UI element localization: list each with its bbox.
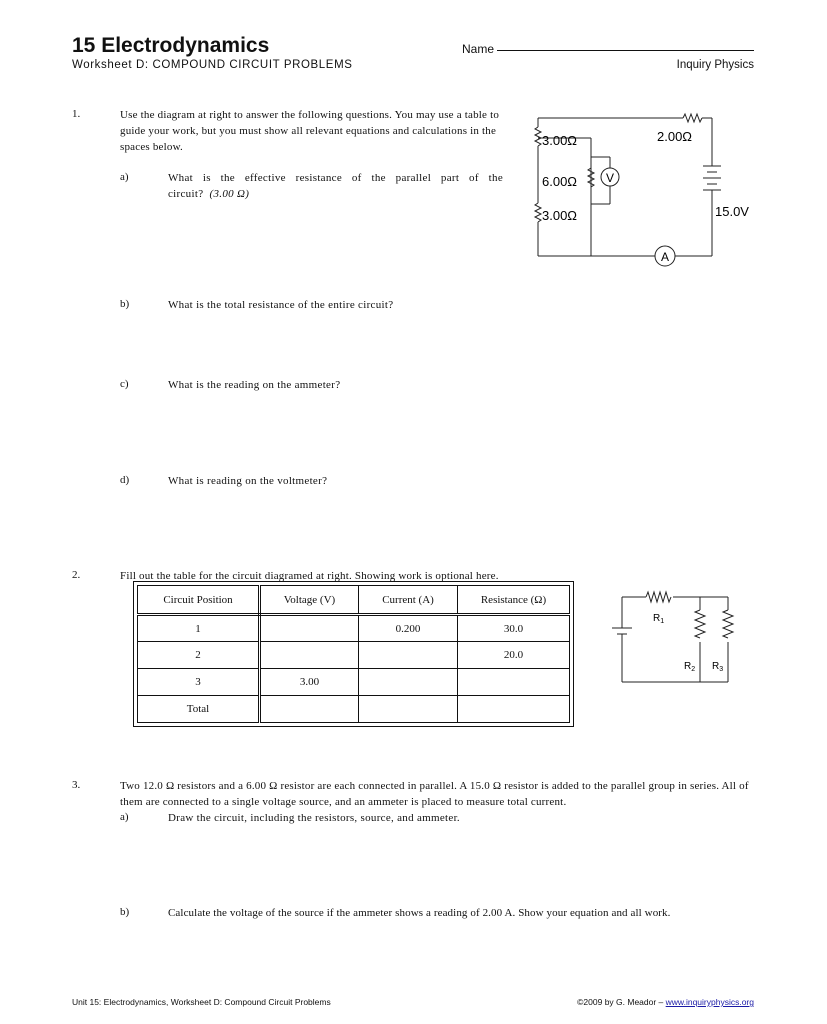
voltmeter-icon: V xyxy=(605,171,615,185)
resistor-r1-symbol xyxy=(646,592,671,602)
resistor-r1-label: $R_1$ xyxy=(653,613,665,625)
question-1c-text: What is the reading on the ammeter? xyxy=(168,379,341,391)
table-cell: Total xyxy=(138,696,260,723)
table-row xyxy=(138,696,570,723)
resistor-middle-label: 6.00Ω xyxy=(542,174,578,189)
question-1a-prompt: What is the effective resistance of the parallel part of the circuit? xyxy=(168,172,503,200)
voltage-source-label: 15.0V xyxy=(715,204,749,219)
circuit-table-frame xyxy=(133,581,574,727)
footer-right xyxy=(577,997,754,1007)
table-cell[interactable] xyxy=(458,696,570,723)
resistor-top-left-label: 3.00Ω xyxy=(542,133,578,148)
question-3b-label: b) xyxy=(120,906,130,918)
question-3-number: 3. xyxy=(72,779,81,791)
name-input-line[interactable] xyxy=(497,50,754,51)
resistor-bottom-left-symbol xyxy=(535,203,541,222)
circuit-table xyxy=(137,585,570,723)
resistor-r2-label: $R_2$ xyxy=(684,661,696,673)
table-row xyxy=(138,642,570,669)
table-row xyxy=(138,615,570,642)
table-cell: 2 xyxy=(138,642,260,669)
table-header: Circuit Position xyxy=(138,586,260,615)
table-cell[interactable] xyxy=(359,642,458,669)
table-cell: 3 xyxy=(138,669,260,696)
resistor-bottom-left-label: 3.00Ω xyxy=(542,208,578,223)
table-cell[interactable] xyxy=(359,696,458,723)
question-1c-label: c) xyxy=(120,378,129,390)
question-1-text: Use the diagram at right to answer the following questions. You may use a table to guide your work, but you must show all relevant equations and calculations in the spaces below. xyxy=(120,109,500,153)
table-row xyxy=(138,669,570,696)
copyright-text: ©2009 by G. Meador – xyxy=(577,997,666,1007)
table-cell: 0.200 xyxy=(359,615,458,642)
question-1d-text: What is reading on the voltmeter? xyxy=(168,475,328,487)
question-2-number: 2. xyxy=(72,569,81,581)
table-cell[interactable] xyxy=(260,696,359,723)
question-1b-text: What is the total resistance of the entire circuit? xyxy=(168,299,394,311)
question-1a-text xyxy=(168,170,503,202)
footer-left: Unit 15: Electrodynamics, Worksheet D: Compound Circuit Problems xyxy=(72,997,331,1007)
question-1d-label: d) xyxy=(120,474,130,486)
resistor-r3-symbol xyxy=(723,610,733,638)
circuit-diagram-1 xyxy=(525,108,760,270)
name-label: Name xyxy=(462,42,495,56)
worksheet-subtitle: Worksheet D: COMPOUND CIRCUIT PROBLEMS xyxy=(72,59,353,71)
table-header: Resistance (Ω) xyxy=(458,586,570,615)
page-title: 15 Electrodynamics xyxy=(72,34,270,57)
table-cell: 3.00 xyxy=(260,669,359,696)
resistor-r2-symbol xyxy=(695,610,705,638)
question-1-number: 1. xyxy=(72,108,81,120)
website-link[interactable]: www.inquiryphysics.org xyxy=(665,997,754,1007)
ammeter-icon: A xyxy=(660,250,670,264)
question-1a-label: a) xyxy=(120,171,129,183)
table-header-row xyxy=(138,586,570,615)
table-header: Current (A) xyxy=(359,586,458,615)
table-cell[interactable] xyxy=(260,615,359,642)
question-1a-hint: (3.00 Ω) xyxy=(209,188,250,200)
question-1b-label: b) xyxy=(120,298,130,310)
table-cell[interactable] xyxy=(458,669,570,696)
table-cell: 20.0 xyxy=(458,642,570,669)
table-header: Voltage (V) xyxy=(260,586,359,615)
table-cell[interactable] xyxy=(260,642,359,669)
table-cell: 30.0 xyxy=(458,615,570,642)
resistor-r3-label: $R_3$ xyxy=(712,661,724,673)
question-3-text: Two 12.0 Ω resistors and a 6.00 Ω resistor are each connected in parallel. A 15.0 Ω resistor is added to the parallel group in series. All of them are connected to a single voltage source, and an ammeter is placed to measure total current. xyxy=(120,780,749,808)
course-name: Inquiry Physics xyxy=(676,59,754,71)
circuit-diagram-2 xyxy=(608,580,748,690)
table-cell: 1 xyxy=(138,615,260,642)
question-3b-text: Calculate the voltage of the source if the ammeter shows a reading of 2.00 A. Show your equation and all work. xyxy=(168,907,671,919)
question-3a-label: a) xyxy=(120,811,129,823)
resistor-top-left-symbol xyxy=(535,127,541,146)
resistor-series-symbol xyxy=(683,114,702,122)
resistor-series-label: 2.00Ω xyxy=(657,129,693,144)
question-3a-text: Draw the circuit, including the resistors, source, and ammeter. xyxy=(168,812,460,824)
table-cell[interactable] xyxy=(359,669,458,696)
question-2-text: Fill out the table for the circuit diagramed at right. Showing work is optional here. xyxy=(120,570,499,582)
